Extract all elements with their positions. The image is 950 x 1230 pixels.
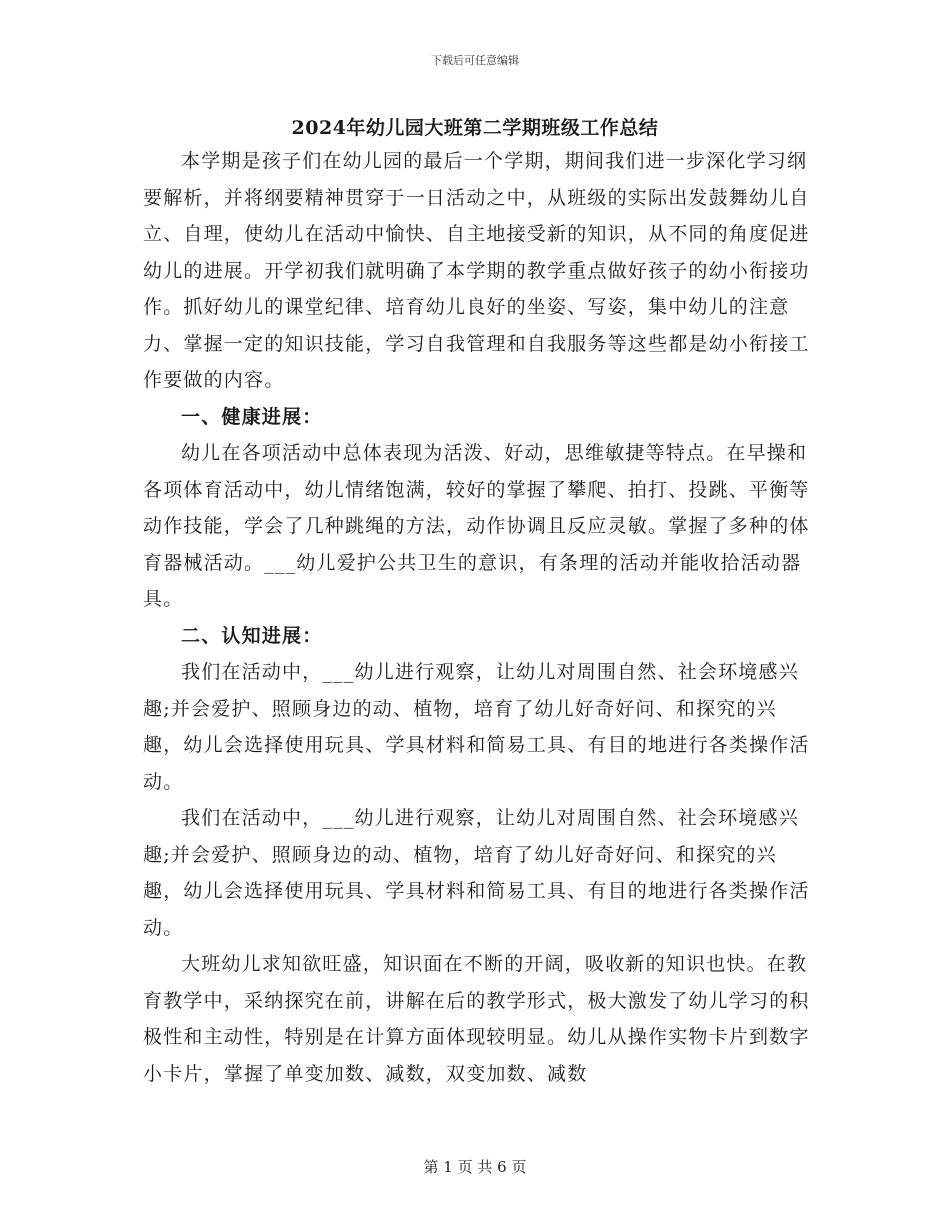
- page-number-footer: 第 1 页 共 6 页: [423, 1158, 527, 1176]
- section-heading-health: 一、健康进展：: [181, 405, 323, 428]
- document-body: [143, 143, 811, 1092]
- document-title: 2024年幼儿园大班第二学期班级工作总结: [291, 117, 659, 139]
- section-heading-cognition: 二、认知进展：: [181, 624, 323, 647]
- intro-paragraph: 本学期是孩子们在幼儿园的最后一个学期，期间我们进一步深化学习纲要解析，并将纲要精神贯穿于一日活动之中，从班级的实际出发鼓舞幼儿自立、自理，使幼儿在活动中愉快、自主地接受新的知识，从不同的角度促进幼儿的进展。开学初我们就明确了本学期的教学重点做好孩子的幼小衔接功作。抓好幼儿的课堂纪律、培育幼儿良好的坐姿、写姿，集中幼儿的注意力、掌握一定的知识技能，学习自我管理和自我服务等这些都是幼小衔接工作要做的内容。: [143, 150, 810, 391]
- page-header-note: 下载后可任意编辑: [431, 54, 519, 67]
- cognition-paragraph-1: 我们在活动中，___幼儿进行观察，让幼儿对周围自然、社会环境感兴趣;并会爱护、照顾身边的动、植物，培育了幼儿好奇好问、和探究的兴趣，幼儿会选择使用玩具、学具材料和简易工具、有目的地进行各类操作活动。: [143, 661, 810, 793]
- cognition-paragraph-2: 我们在活动中，___幼儿进行观察，让幼儿对周围自然、社会环境感兴趣;并会爱护、照顾身边的动、植物，培育了幼儿好奇好问、和探究的兴趣，幼儿会选择使用玩具、学具材料和简易工具、有目的地进行各类操作活动。: [143, 807, 810, 939]
- cognition-paragraph-3: 大班幼儿求知欲旺盛，知识面在不断的开阔，吸收新的知识也快。在教育教学中，采纳探究在前，讲解在后的教学形式，极大激发了幼儿学习的积极性和主动性，特别是在计算方面体现较明显。幼儿从操作实物卡片到数字小卡片，掌握了单变加数、减数，双变加数、减数: [143, 953, 810, 1085]
- health-paragraph: 幼儿在各项活动中总体表现为活泼、好动，思维敏捷等特点。在早操和各项体育活动中，幼儿情绪饱满，较好的掌握了攀爬、拍打、投跳、平衡等动作技能，学会了几种跳绳的方法，动作协调且反应灵敏。掌握了多种的体育器械活动。___幼儿爱护公共卫生的意识，有条理的活动并能收拾活动器具。: [143, 442, 810, 610]
